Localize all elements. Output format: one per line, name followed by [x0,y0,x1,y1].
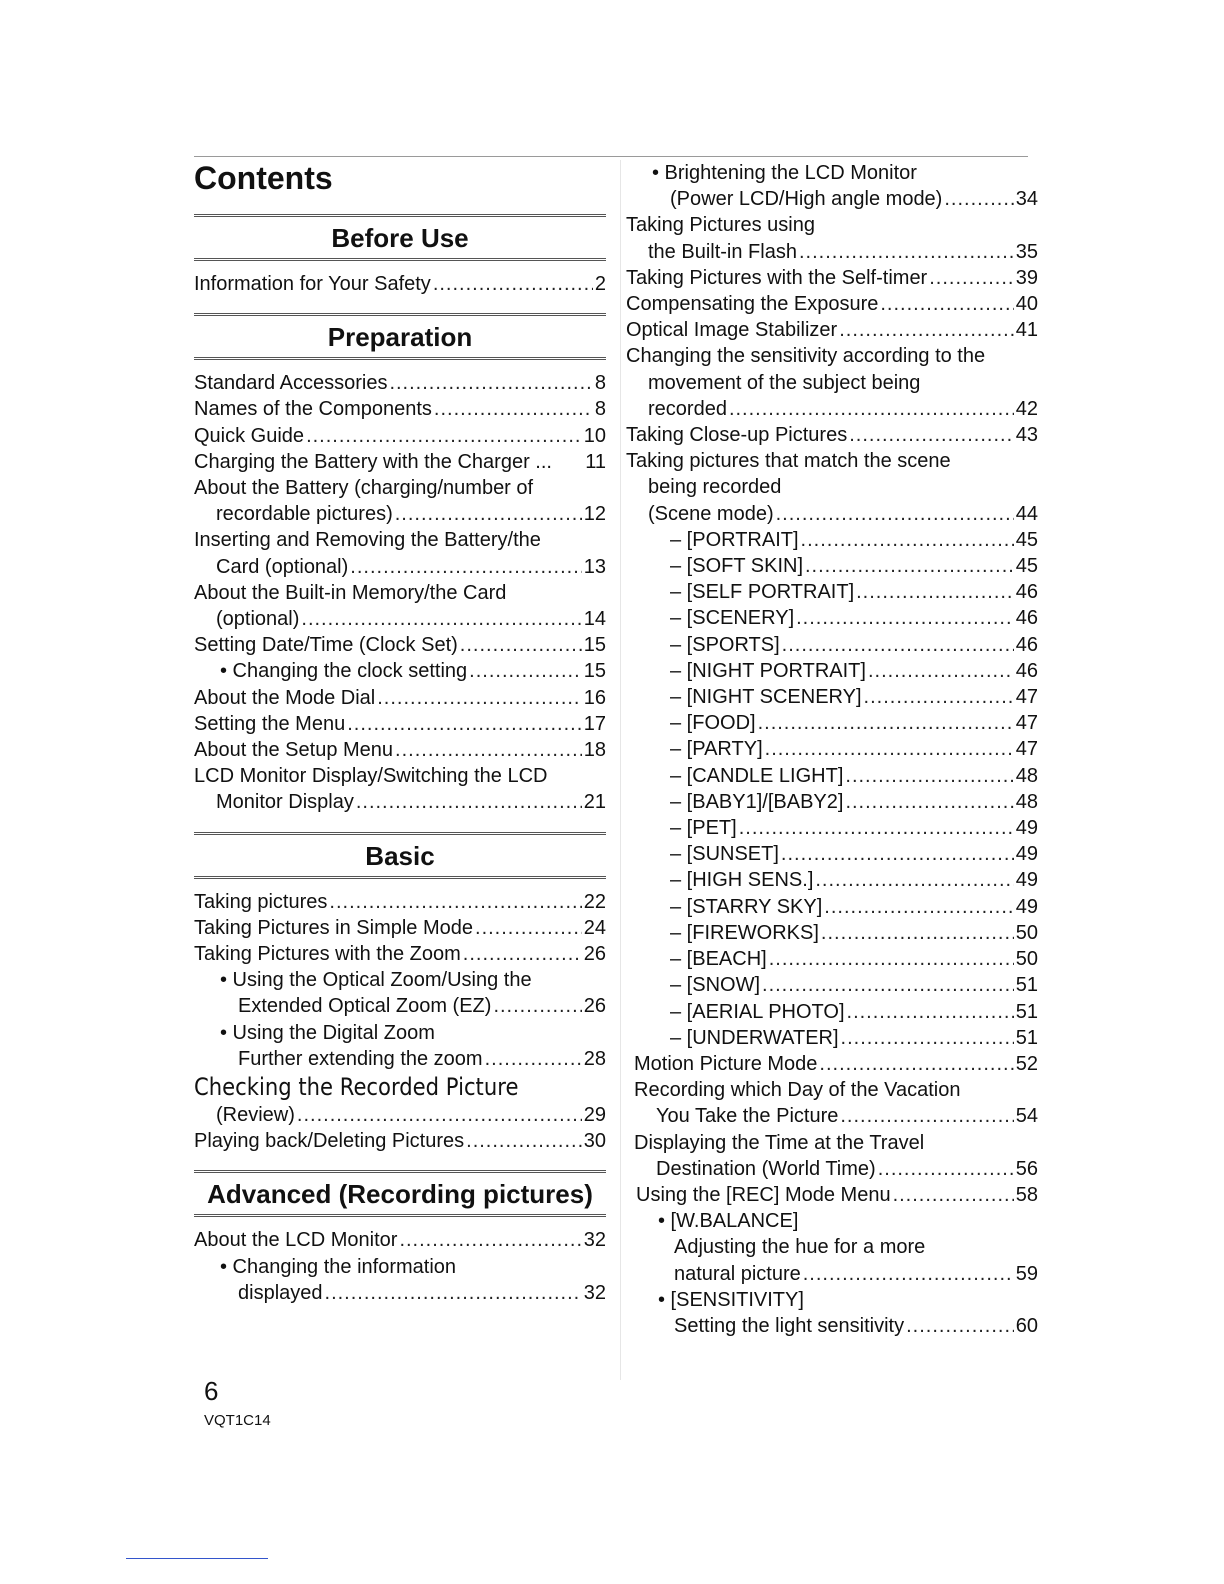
toc-entry[interactable] [626,1182,1038,1208]
toc-entry-text: – [PET] [670,817,737,840]
toc-entry-text: (Power LCD/High angle mode) [670,188,943,211]
toc-page-number: 12 [583,503,606,526]
toc-page-number: 24 [583,916,606,939]
toc-entry-text: • Using the Digital Zoom [220,1021,435,1044]
toc-entry[interactable] [194,711,606,737]
dot-leader [849,422,1014,448]
toc-entry-text: being recorded [648,476,782,499]
toc-page-number: 22 [583,890,606,913]
toc-entry-text: movement of the subject being [648,371,921,394]
dot-leader [434,396,593,422]
toc-page-number: 30 [583,1130,606,1153]
toc-entry-text: – [FOOD] [670,712,756,735]
dot-leader [758,710,1014,736]
dot-leader [776,501,1014,527]
toc-left-column [194,214,606,1322]
toc-entry-text: Recording which Day of the Vacation [634,1079,961,1102]
toc-page-number: 26 [583,943,606,966]
toc-entry-text: – [SPORTS] [670,633,780,656]
toc-right-column [626,160,1038,1339]
toc-entry[interactable] [194,370,606,396]
toc-page-number: 34 [1015,188,1038,211]
toc-page-number: 52 [1015,1052,1038,1075]
dot-leader [781,841,1014,867]
toc-entry-text: Taking pictures that match the scene [626,450,951,473]
toc-page-number: 2 [594,273,606,295]
dot-leader [399,1227,581,1253]
toc-entry[interactable] [626,736,1038,762]
toc-page-number: 18 [583,739,606,762]
toc-page-number: 50 [1015,921,1038,944]
toc-entry-text: – [HIGH SENS.] [670,869,814,892]
toc-page-number: 44 [1015,502,1038,525]
toc-entry[interactable] [626,1103,1038,1129]
toc-page-number: 15 [583,660,606,683]
dot-leader [356,789,582,815]
toc-entry[interactable] [194,501,606,527]
toc-entry-text: Taking Close-up Pictures [626,424,848,447]
toc-page-number: 26 [583,995,606,1018]
toc-page-number: 16 [583,686,606,709]
toc-page-number: 51 [1015,1000,1038,1023]
toc-entry[interactable] [626,946,1038,972]
toc-entry-text: Changing the sensitivity according to the [626,345,986,368]
toc-entry-text: Taking pictures [194,890,328,913]
toc-entry[interactable] [626,658,1038,684]
toc-entry[interactable] [194,449,606,475]
dot-leader [840,1103,1013,1129]
toc-page-number: 42 [1015,397,1038,420]
toc-entry-text: Inserting and Removing the Battery/the [194,529,541,552]
toc-entry[interactable] [194,789,606,815]
toc-page-number: 21 [583,791,606,814]
dot-leader [856,579,1014,605]
column-divider [620,160,621,1380]
toc-entry[interactable] [194,737,606,763]
dot-leader [878,1156,1014,1182]
toc-entry-text: – [SUNSET] [670,843,779,866]
toc-entry-text: Taking Pictures in Simple Mode [194,916,474,939]
bottom-mark [126,1558,268,1559]
toc-entry-text: • Brightening the LCD Monitor [652,162,917,184]
toc-page-number: 39 [1015,266,1038,289]
dot-leader [944,186,1013,212]
toc-page-number: 48 [1015,790,1038,813]
toc-entry-text: Using the [REC] Mode Menu [636,1183,891,1206]
toc-page-number: 10 [583,424,606,447]
toc-entry[interactable] [194,396,606,422]
toc-entry[interactable] [626,920,1038,946]
section-preparation [194,313,606,831]
toc-page-number: 47 [1015,712,1038,735]
toc-entry-text: • [W.BALANCE] [658,1210,799,1233]
dot-leader [765,736,1014,762]
toc-entry-text: the Built-in Flash [648,240,797,263]
toc-page-number: 45 [1015,528,1038,551]
toc-page-number: 45 [1015,555,1038,578]
toc-entry-text: – [BABY1]/[BABY2] [670,790,844,813]
toc-entry-text: You Take the Picture [656,1105,839,1128]
document-code: VQT1C14 [204,1412,271,1429]
toc-page-number: 14 [583,608,606,631]
dot-leader [301,606,581,632]
toc-entry-text: Displaying the Time at the Travel [634,1131,925,1154]
dot-leader [466,1128,582,1154]
toc-entry[interactable] [626,972,1038,998]
dot-leader [306,423,582,449]
dot-leader [493,993,581,1019]
dot-leader [350,554,581,580]
dot-leader [782,632,1014,658]
toc-entry[interactable] [194,632,606,658]
dot-leader [389,370,592,396]
dot-leader [847,999,1014,1025]
toc-entry-text: – [SCENERY] [670,607,795,630]
toc-entry[interactable] [626,579,1038,605]
toc-entry-text: About the Mode Dial [194,686,376,709]
toc-entry-text: Compensating the Exposure [626,293,879,316]
dot-leader [801,527,1014,553]
toc-entry[interactable] [194,889,606,915]
toc-page-number: 60 [1015,1314,1038,1337]
toc-entry-text: displayed [238,1281,323,1304]
dot-leader [893,1182,1014,1208]
toc-entry[interactable] [626,763,1038,789]
toc-entry-text: (Review) [216,1104,295,1127]
toc-entry[interactable] [626,999,1038,1025]
toc-entry-text: About the Battery (charging/number of [194,477,534,500]
dot-leader [769,946,1014,972]
toc-page-number: 32 [583,1281,606,1304]
toc-entry[interactable] [626,684,1038,710]
toc-entry-text: recorded [648,397,727,420]
toc-entry[interactable] [626,186,1038,212]
dot-leader [485,1046,582,1072]
dot-leader [395,501,582,527]
dot-leader [821,920,1014,946]
toc-entry[interactable] [626,605,1038,631]
toc-entry[interactable] [194,658,606,684]
toc-page-number: 46 [1015,633,1038,656]
toc-page-number: 47 [1015,738,1038,761]
section-before-use [194,214,606,313]
toc-page-number: 17 [583,712,606,735]
toc-entry[interactable] [626,553,1038,579]
top-rule [194,156,1028,157]
toc-page-number: 8 [594,398,606,421]
toc-entry-text: (optional) [216,608,300,631]
toc-page-number: 29 [583,1104,606,1127]
toc-entry-text: – [NIGHT PORTRAIT] [670,659,866,682]
toc-entry-text: – [PORTRAIT] [670,528,799,551]
toc-entry[interactable] [626,1313,1038,1339]
dot-leader [864,684,1014,710]
toc-page-number: 49 [1015,895,1038,918]
toc-entry-text: recordable pictures) [216,503,393,526]
toc-entry[interactable] [194,1102,606,1128]
toc-entry[interactable] [626,789,1038,815]
toc-page-number: 58 [1015,1183,1038,1206]
dot-leader [819,1051,1013,1077]
toc-entry-text: Adjusting the hue for a more [674,1236,926,1259]
toc-page-number: 56 [1015,1157,1038,1180]
toc-entry[interactable] [626,501,1038,527]
toc-entry[interactable] [194,993,606,1019]
toc-entry-text: Optical Image Stabilizer [626,319,838,342]
dot-leader [325,1280,582,1306]
section-heading: Before Use [331,223,469,253]
dot-leader [395,737,582,763]
toc-entry-text: • Changing the clock setting [220,660,468,683]
toc-entry-text: – [AERIAL PHOTO] [670,1000,845,1023]
toc-entry[interactable] [626,710,1038,736]
dot-leader [463,941,582,967]
toc-entry[interactable] [626,632,1038,658]
toc-entry-text: Taking Pictures with the Self-timer [626,266,928,289]
toc-entry[interactable] [626,1261,1038,1287]
toc-entry[interactable] [194,271,606,297]
toc-entry-text: – [STARRY SKY] [670,895,823,918]
dot-leader [845,789,1013,815]
dot-leader [796,605,1014,631]
toc-page-number: 43 [1015,424,1038,447]
dot-leader [377,685,582,711]
dot-leader [297,1102,582,1128]
toc-entry-text: Taking Pictures with the Zoom [194,943,461,966]
dot-leader [433,271,593,297]
toc-page-number: 28 [583,1047,606,1070]
page-title: Contents [194,160,333,196]
toc-entry-text: Setting the Menu [194,712,346,735]
toc-page-number: 46 [1015,607,1038,630]
toc-page-number: 51 [1015,1026,1038,1049]
toc-entry-text: Standard Accessories [194,372,388,395]
toc-entry[interactable] [626,1156,1038,1182]
toc-page-number: 50 [1015,948,1038,971]
toc-entry[interactable] [194,606,606,632]
toc-entry-text: – [CANDLE LIGHT] [670,764,844,787]
toc-entry-text: Motion Picture Mode [634,1052,818,1075]
toc-entry-text: Destination (World Time) [656,1157,876,1180]
toc-entry-text: Information for Your Safety [194,273,431,295]
toc-entry-text: – [BEACH] [670,948,767,971]
toc-entry[interactable] [626,1025,1038,1051]
toc-page-number: 49 [1015,817,1038,840]
dot-leader [460,632,582,658]
toc-entry[interactable] [194,423,606,449]
toc-entry-text: About the LCD Monitor [194,1229,398,1252]
toc-entry-text: – [SNOW] [670,974,761,997]
toc-page-number: 46 [1015,581,1038,604]
toc-entry-text: LCD Monitor Display/Switching the LCD [194,765,548,788]
dot-leader [839,317,1014,343]
toc-page-number: 13 [583,555,606,578]
toc-entry[interactable] [626,815,1038,841]
toc-entry[interactable] [194,915,606,941]
toc-entry-text: Taking Pictures using [626,214,815,237]
toc-entry[interactable] [626,265,1038,291]
toc-entry-text: Names of the Components [194,398,432,421]
section-heading: Preparation [327,322,473,353]
section-heading: Basic [365,840,435,871]
dot-leader [803,1261,1014,1287]
dot-leader [799,239,1014,265]
toc-entry-text: Card (optional) [216,555,349,578]
toc-page-number: 32 [583,1229,606,1252]
dot-leader [329,889,581,915]
toc-entry[interactable] [626,527,1038,553]
toc-entry-text: Setting the light sensitivity [674,1314,905,1337]
toc-entry-text: – [NIGHT SCENERY] [670,686,862,709]
toc-entry[interactable] [194,554,606,580]
toc-entry-text: – [SELF PORTRAIT] [670,581,855,604]
toc-entry[interactable] [626,396,1038,422]
toc-entry[interactable] [194,1046,606,1072]
dot-leader [805,553,1014,579]
toc-page-number: 41 [1015,319,1038,342]
section-advanced [194,1170,606,1322]
dot-leader [929,265,1014,291]
section-heading: Advanced (Recording pictures) [207,1179,593,1210]
dot-leader [729,396,1014,422]
dot-leader [906,1313,1014,1339]
toc-entry[interactable] [626,1051,1038,1077]
toc-entry-text: Extended Optical Zoom (EZ) [238,995,492,1018]
toc-entry-text: – [FIREWORKS] [670,921,819,944]
toc-entry-text: About the Setup Menu [194,739,394,762]
toc-entry-text: • Using the Optical Zoom/Using the [220,969,532,992]
dot-leader [739,815,1014,841]
toc-entry[interactable] [626,317,1038,343]
dot-leader [475,915,582,941]
dot-leader [815,867,1013,893]
toc-entry[interactable] [194,1128,606,1154]
dot-leader [347,711,582,737]
dot-leader [469,658,582,684]
toc-page-number: 49 [1015,843,1038,866]
toc-entry-text: About the Built-in Memory/the Card [194,581,507,604]
toc-entry-text: – [PARTY] [670,738,763,761]
toc-entry[interactable] [626,422,1038,448]
toc-page-number: 49 [1015,869,1038,892]
section-basic [194,832,606,1171]
toc-entry-text: Charging the Battery with the Charger ... [194,450,552,473]
toc-entry-text: Playing back/Deleting Pictures [194,1130,465,1153]
toc-entry-text: Checking the Recorded Picture [194,1073,519,1102]
page-number: 6 [204,1376,219,1406]
toc-page-number: 47 [1015,686,1038,709]
toc-entry-text: natural picture [674,1262,801,1285]
toc-entry[interactable] [194,1280,606,1306]
toc-entry-text: Setting Date/Time (Clock Set) [194,634,458,657]
toc-entry[interactable] [194,941,606,967]
dot-leader [762,972,1014,998]
toc-page-number: 48 [1015,764,1038,787]
dot-leader [845,763,1013,789]
toc-page-number: 35 [1015,240,1038,263]
toc-page-number: 54 [1015,1105,1038,1128]
toc-page-number: 15 [583,634,606,657]
toc-page-number: 59 [1015,1262,1038,1285]
toc-entry-text: • Changing the information [220,1255,457,1278]
toc-page-number: 46 [1015,659,1038,682]
toc-entry[interactable] [194,1227,606,1253]
dot-leader [841,1025,1014,1051]
toc-page-number: 8 [594,372,606,395]
toc-entry-text: (Scene mode) [648,502,774,525]
toc-entry-text: – [UNDERWATER] [670,1026,839,1049]
toc-entry[interactable] [626,894,1038,920]
toc-entry[interactable] [194,685,606,711]
dot-leader [824,894,1013,920]
toc-entry-text: – [SOFT SKIN] [670,555,803,578]
toc-entry-text: Further extending the zoom [238,1047,483,1070]
dot-leader [868,658,1014,684]
toc-page-number: 40 [1015,293,1038,316]
toc-entry[interactable] [626,841,1038,867]
toc-entry[interactable] [626,867,1038,893]
toc-entry-text: • [SENSITIVITY] [658,1288,804,1311]
dot-leader [880,291,1013,317]
toc-entry[interactable] [626,291,1038,317]
toc-entry-text: Quick Guide [194,424,305,447]
toc-entry-text: Monitor Display [216,791,354,814]
toc-page-number: 11 [585,450,606,473]
toc-entry[interactable] [626,239,1038,265]
toc-page-number: 51 [1015,974,1038,997]
